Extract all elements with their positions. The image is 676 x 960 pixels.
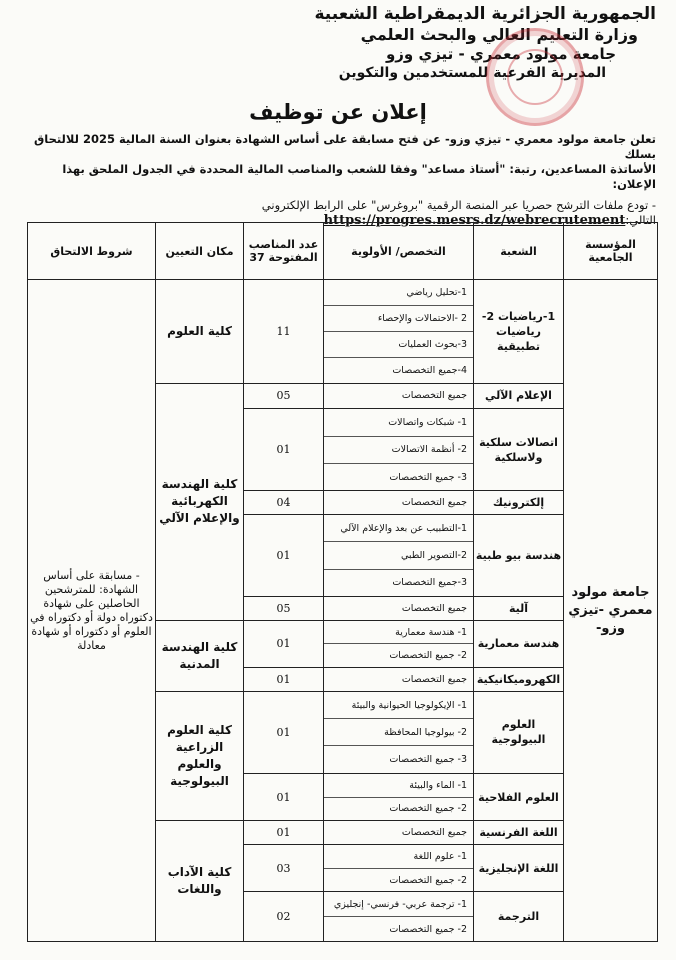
specialty-list <box>324 597 473 620</box>
specialty-item: 1- علوم اللغة <box>324 845 473 869</box>
branch-cell: هندسة معمارية <box>474 620 564 667</box>
branch-cell: العلوم البيولوجية <box>474 691 564 773</box>
specialty-item: 2- جميع التخصصات <box>389 874 467 886</box>
specialty-item: 4-جميع التخصصات <box>392 364 467 376</box>
specialty-item: 2- أنظمة الاتصالات <box>324 437 473 464</box>
specialty-item: جميع التخصصات <box>401 602 467 614</box>
positions-count-cell: 01 <box>244 409 324 491</box>
intro-line-1: تعلن جامعة مولود معمري - تيزي وزو- عن فتح مسابقة على أساس الشهادة بعنوان السنة المالية 2025 للالتحاق بسلك <box>33 132 656 161</box>
specialty-list <box>324 515 473 596</box>
positions-count-cell: 01 <box>244 668 324 692</box>
specialty-cell <box>324 620 474 667</box>
specialty-cell <box>324 515 474 597</box>
specialty-item: 2-التصوير الطبي <box>324 542 473 569</box>
faculty-cell-agro: كلية العلوم الزراعية والعلوم البيولوجية <box>156 691 244 820</box>
faculty-cell-electrical: كلية الهندسة الكهربائية والإعلام الآلي <box>156 383 244 620</box>
specialty-item: جميع التخصصات <box>401 390 467 402</box>
faculty-cell-sciences: كلية العلوم <box>156 280 244 384</box>
header-positions: عدد المناصب المفتوحة 37 <box>244 223 324 280</box>
institution-cell: جامعة مولود معمري -تيزي وزو- <box>564 280 658 942</box>
specialty-item: جميع التخصصات <box>401 827 467 839</box>
specialty-item: 2- جميع التخصصات <box>389 923 467 935</box>
specialty-item: 1- الإيكولوجيا الحيوانية والبيئة <box>324 692 473 719</box>
positions-count-cell: 01 <box>244 691 324 773</box>
specialty-item: 1- هندسة معمارية <box>324 621 473 645</box>
specialty-item: 1- ترجمة عربي- فرنسي- إنجليزي <box>324 892 473 917</box>
specialty-item: 3- جميع التخصصات <box>389 754 467 766</box>
faculty-cell-letters: كلية الآداب واللغات <box>156 821 244 942</box>
header-conditions: شروط الالتحاق <box>28 223 156 280</box>
specialty-item: 2- بيولوجيا المحافظة <box>324 719 473 746</box>
header-location: مكان التعيين <box>156 223 244 280</box>
branch-cell: 1-رياضيات 2-رياضيات تطبيقية <box>474 280 564 384</box>
branch-cell: اتصالات سلكية ولاسلكية <box>474 409 564 491</box>
specialty-list <box>324 491 473 514</box>
table-header-row <box>28 223 658 280</box>
specialty-item: 3-بحوث العمليات <box>324 332 473 358</box>
specialty-item: 1-تحليل رياضي <box>324 280 473 306</box>
faculty-cell-civil: كلية الهندسة المدنية <box>156 620 244 691</box>
subdirectorate-name: المديرية الفرعية للمستخدمين والتكوين <box>338 65 606 81</box>
specialty-list <box>324 668 473 691</box>
positions-count-cell: 01 <box>244 773 324 820</box>
specialty-item: 2- جميع التخصصات <box>389 803 467 815</box>
specialty-item: 2 -الاحتمالات والإحصاء <box>324 306 473 332</box>
specialty-item: 1- شبكات واتصالات <box>324 409 473 436</box>
positions-count-cell: 02 <box>244 892 324 942</box>
specialty-cell <box>324 821 474 845</box>
specialty-cell <box>324 596 474 620</box>
specialty-item: 1-التطبيب عن بعد والإعلام الآلي <box>324 515 473 542</box>
specialty-cell <box>324 409 474 491</box>
specialty-cell <box>324 491 474 515</box>
specialty-cell <box>324 668 474 692</box>
specialty-list <box>324 845 473 891</box>
specialty-list <box>324 409 473 490</box>
positions-count-cell: 01 <box>244 515 324 597</box>
header-specialty: التخصص/ الأولوية <box>324 223 474 280</box>
branch-cell: آلية <box>474 596 564 620</box>
positions-count-cell: 11 <box>244 280 324 384</box>
specialty-cell <box>324 280 474 384</box>
header-institution: المؤسسة الجامعية <box>564 223 658 280</box>
university-name: جامعة مولود معمري - تيزي وزو <box>385 45 616 63</box>
branch-cell: الكهروميكانيكية <box>474 668 564 692</box>
announcement-title: إعلان عن توظيف <box>249 100 427 124</box>
positions-count-cell: 01 <box>244 821 324 845</box>
branch-cell: هندسة بيو طبية <box>474 515 564 597</box>
table-body <box>28 280 658 942</box>
table-row <box>28 280 658 384</box>
specialty-item: جميع التخصصات <box>401 673 467 685</box>
republic-name: الجمهورية الجزائرية الديمقراطية الشعبية <box>314 4 656 24</box>
registration-link[interactable]: https://progres.mesrs.dz/webrecrutement <box>323 213 626 228</box>
ministry-name: وزارة التعليم العالي والبحث العلمي <box>360 25 638 44</box>
specialty-item: جميع التخصصات <box>401 497 467 509</box>
specialty-list <box>324 621 473 667</box>
positions-count-cell: 01 <box>244 620 324 667</box>
intro-url-prefix: التالي: <box>625 213 656 227</box>
specialty-cell <box>324 773 474 820</box>
positions-count-cell: 04 <box>244 491 324 515</box>
branch-cell: إلكترونيك <box>474 491 564 515</box>
positions-count-cell: 05 <box>244 596 324 620</box>
specialty-list <box>324 774 473 820</box>
specialty-list <box>324 892 473 941</box>
branch-cell: الإعلام الآلي <box>474 383 564 409</box>
positions-table <box>27 222 658 942</box>
specialty-item: 3-جميع التخصصات <box>392 577 467 589</box>
specialty-item: 3- جميع التخصصات <box>389 471 467 483</box>
specialty-item: 1- الماء والبيئة <box>324 774 473 798</box>
header-branch: الشعبة <box>474 223 564 280</box>
specialty-list <box>324 821 473 844</box>
announcement-intro <box>16 132 656 228</box>
specialty-cell <box>324 844 474 891</box>
intro-line-3: - تودع ملفات الترشح حصريا عبر المنصة الرقمية "بروغرس" على الرابط الإلكتروني <box>261 198 656 212</box>
intro-line-2: الأساتذة المساعدين، رتبة: "أستاذ مساعد" وفقا للشعب والمناصب المالية المحددة في الجدول الملحق بهذا الإعلان: <box>62 162 656 191</box>
branch-cell: اللغة الفرنسية <box>474 821 564 845</box>
branch-cell: اللغة الإنجليزية <box>474 844 564 891</box>
specialty-cell <box>324 892 474 942</box>
conditions-cell: - مسابقة على أساس الشهادة: للمترشحين الحاصلين على شهادة دكتوراه دولة أو دكتوراه في العلوم أو دكتوراه أو شهادة معادلة <box>28 280 156 942</box>
specialty-list <box>324 384 473 409</box>
specialty-list <box>324 692 473 773</box>
specialty-list <box>324 280 473 383</box>
specialty-cell <box>324 383 474 409</box>
branch-cell: الترجمة <box>474 892 564 942</box>
positions-count-cell: 03 <box>244 844 324 891</box>
positions-count-cell: 05 <box>244 383 324 409</box>
specialty-item: 2- جميع التخصصات <box>389 650 467 662</box>
branch-cell: العلوم الفلاحية <box>474 773 564 820</box>
specialty-cell <box>324 691 474 773</box>
